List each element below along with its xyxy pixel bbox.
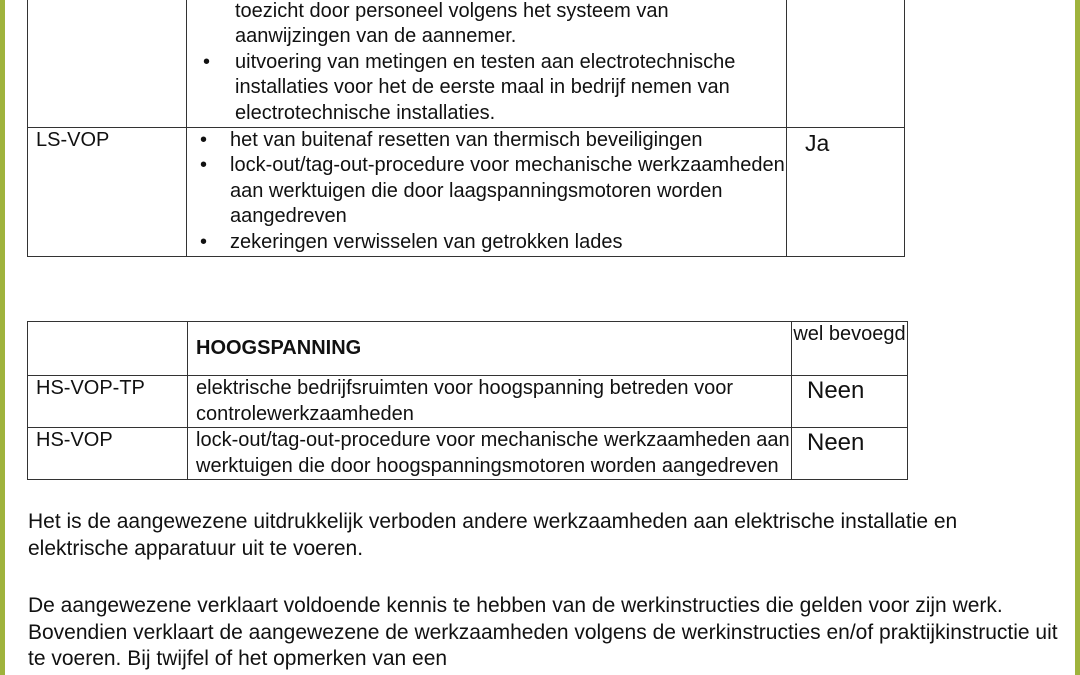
table-row — [28, 376, 908, 428]
row-description: elektrische bedrijfsruimten voor hoogspanning betreden voor controlewerkzaamheden — [188, 376, 792, 428]
header-value-label: wel bevoegd — [792, 322, 908, 376]
list-item: • lock-out/tag-out-procedure voor mechanische werkzaamheden aan werktuigen die door laagspanningsmotoren worden aangedreven — [187, 153, 786, 230]
section-title: HOOGSPANNING — [188, 322, 792, 376]
list-item: • het van buitenaf resetten van thermisch beveiligingen — [187, 128, 786, 154]
row-code: HS-VOP — [28, 428, 188, 480]
table-row — [28, 428, 908, 480]
row-value: Ja — [787, 127, 905, 256]
row-value: Neen — [792, 428, 908, 480]
authorization-table-low-voltage — [27, 0, 905, 257]
paragraph-declaration: De aangewezene verklaart voldoende kennis te hebben van de werkinstructies die gelden voor zijn werk. Bovendien verklaart de aangewezene de werkzaamheden volgens de werkinstructies en/of praktijkinstructie uit te voeren. Bij twijfel of het opmerken van een — [28, 594, 1058, 670]
row-code: HS-VOP-TP — [28, 376, 188, 428]
row-code: LS-VOP — [28, 127, 187, 256]
table-row — [28, 127, 905, 256]
table-row — [28, 0, 905, 127]
row-description: lock-out/tag-out-procedure voor mechanische werkzaamheden aan werktuigen die door hoogspanningsmotoren worden aangedreven — [188, 428, 792, 480]
table-header-row — [28, 322, 908, 376]
page-frame-right — [1075, 0, 1080, 675]
row-value — [787, 0, 905, 127]
authorization-table-high-voltage — [27, 321, 908, 480]
list-item: • uitvoering van metingen en testen aan electrotechnische installaties voor het de eerste maal in bedrijf nemen van electrotechnische installaties. — [187, 50, 786, 127]
list-item: • toezicht door personeel volgens het systeem van aanwijzingen van de aannemer. — [187, 0, 786, 50]
row-description — [187, 127, 787, 256]
paragraph-prohibition: Het is de aangewezene uitdrukkelijk verboden andere werkzaamheden aan elektrische installatie en elektrische apparatuur uit te voeren. — [28, 510, 958, 560]
row-code — [28, 0, 187, 127]
row-description — [187, 0, 787, 127]
row-value: Neen — [792, 376, 908, 428]
header-code — [28, 322, 188, 376]
list-item: • zekeringen verwisselen van getrokken lades — [187, 230, 786, 256]
page-frame-left — [0, 0, 5, 675]
